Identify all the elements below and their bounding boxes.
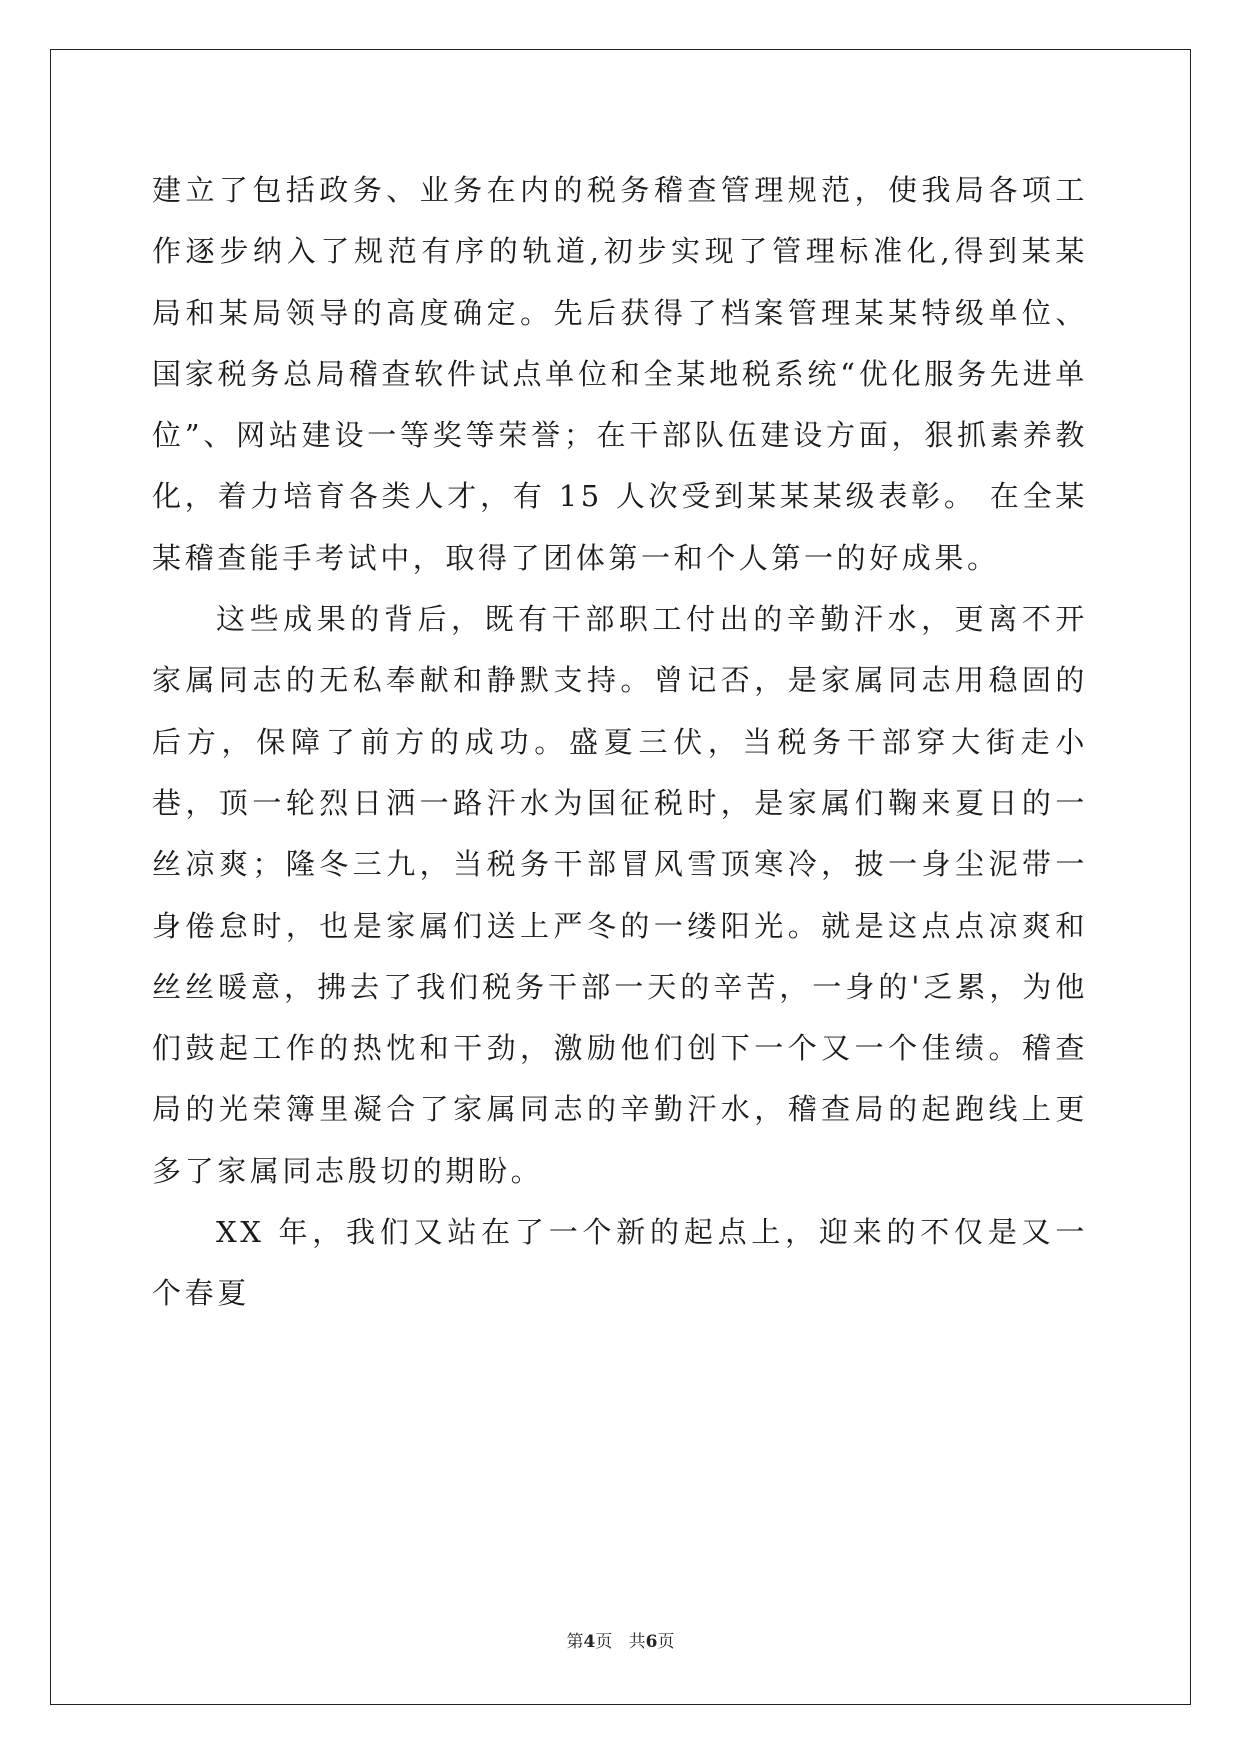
- footer-total-suffix: 页: [657, 1632, 675, 1652]
- paragraph-2: 这些成果的背后，既有干部职工付出的辛勤汗水，更离不开家属同志的无私奉献和静默支持。曾记否，是家属同志用稳固的后方，保障了前方的成功。盛夏三伏，当税务干部穿大街走小巷，顶一轮烈日洒一路汗水为国征税时，是家属们鞠来夏日的一丝凉爽；隆冬三九，当税务干部冒风雪顶寒冷，披一身尘泥带一身倦怠时，也是家属们送上严冬的一缕阳光。就是这点点凉爽和丝丝暖意，拂去了我们税务干部一天的辛苦，一身的'乏累，为他们鼓起工作的热忱和干劲，激励他们创下一个又一个佳绩。稽查局的光荣簿里凝合了家属同志的辛勤汗水，稽查局的起跑线上更多了家属同志殷切的期盼。: [152, 602, 1088, 1188]
- page-footer: [0, 1627, 1241, 1652]
- paragraph-1: 建立了包括政务、业务在内的税务稽查管理规范，使我局各项工作逐步纳入了规范有序的轨道,初步实现了管理标准化,得到某某局和某局领导的高度确定。先后获得了档案管理某某特级单位、国家税务总局稽查软件试点单位和全某地税系统“优化服务先进单位”、网站建设一等奖等荣誉；在干部队伍建设方面，狠抓素养教化，着力培育各类人才，有 15 人次受到某某某级表彰。 在全某某稽查能手考试中，取得了团体第一和个人第一的好成果。: [152, 173, 1088, 575]
- footer-total-pages: 6: [645, 1632, 658, 1652]
- footer-total-prefix: 共: [628, 1632, 646, 1652]
- document-body: [152, 160, 1088, 1325]
- paragraph-3: XX 年，我们又站在了一个新的起点上，迎来的不仅是又一个春夏: [152, 1215, 1088, 1311]
- footer-page-number: 4: [583, 1632, 596, 1652]
- footer-page-suffix: 页: [595, 1632, 613, 1652]
- footer-page-prefix: 第: [566, 1632, 584, 1652]
